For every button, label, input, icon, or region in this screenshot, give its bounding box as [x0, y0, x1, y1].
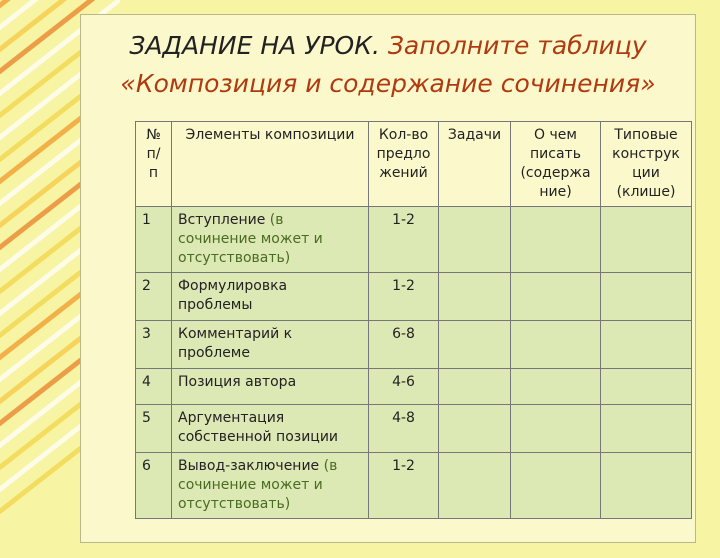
- row-number: [136, 405, 172, 453]
- row-count-text: 4-8: [392, 410, 415, 426]
- row-number-text: 5: [142, 410, 151, 426]
- row-tasks-cell[interactable]: [439, 369, 511, 405]
- row-number-text: 6: [142, 458, 151, 474]
- row-tasks-cell[interactable]: [439, 321, 511, 369]
- row-element-text: Вывод-заключение: [178, 458, 320, 474]
- row-count-text: 1-2: [392, 278, 415, 294]
- table-row: [136, 321, 692, 369]
- header-content: О чем писать (содержа ние): [511, 122, 601, 207]
- row-content-cell[interactable]: [511, 405, 601, 453]
- row-number: [136, 273, 172, 321]
- table-header-row: [136, 122, 692, 207]
- title-instruction: Заполните таблицу: [387, 31, 647, 60]
- row-tasks-cell[interactable]: [439, 453, 511, 519]
- row-number-text: 2: [142, 278, 151, 294]
- row-number-text: 1: [142, 212, 151, 228]
- row-element: [172, 405, 369, 453]
- row-element: [172, 453, 369, 519]
- row-cliches-cell[interactable]: [601, 321, 692, 369]
- composition-table: [135, 121, 692, 519]
- row-element-text: Вступление: [178, 212, 266, 228]
- row-element: [172, 273, 369, 321]
- table-row: [136, 453, 692, 519]
- row-element-text: Аргументация собственной позиции: [178, 410, 339, 445]
- title-topic: «Композиция и содержание сочинения»: [120, 69, 656, 98]
- row-element: [172, 207, 369, 273]
- row-count-text: 1-2: [392, 458, 415, 474]
- table-row: [136, 207, 692, 273]
- row-number: [136, 207, 172, 273]
- row-cliches-cell[interactable]: [601, 207, 692, 273]
- row-number: [136, 321, 172, 369]
- header-elements: Элементы композиции: [172, 122, 369, 207]
- table-row: [136, 273, 692, 321]
- slide-title: [81, 27, 695, 103]
- table-row: [136, 369, 692, 405]
- row-element-note: (в сочинение может и отсутствовать): [178, 458, 338, 512]
- row-count-text: 4-6: [392, 374, 415, 390]
- row-content-cell[interactable]: [511, 273, 601, 321]
- row-element: [172, 321, 369, 369]
- row-number-text: 3: [142, 326, 151, 342]
- row-count: [369, 273, 439, 321]
- row-count-text: 1-2: [392, 212, 415, 228]
- row-element-text: Формулировка проблемы: [178, 278, 288, 313]
- row-element-text: Позиция автора: [178, 374, 297, 390]
- row-count: [369, 369, 439, 405]
- row-number-text: 4: [142, 374, 151, 390]
- row-number: [136, 453, 172, 519]
- row-content-cell[interactable]: [511, 369, 601, 405]
- row-cliches-cell[interactable]: [601, 405, 692, 453]
- row-element-note: (в сочинение может и отсутствовать): [178, 212, 323, 266]
- row-content-cell[interactable]: [511, 453, 601, 519]
- row-tasks-cell[interactable]: [439, 273, 511, 321]
- row-cliches-cell[interactable]: [601, 273, 692, 321]
- row-content-cell[interactable]: [511, 207, 601, 273]
- row-count: [369, 207, 439, 273]
- row-cliches-cell[interactable]: [601, 369, 692, 405]
- header-tasks: Задачи: [439, 122, 511, 207]
- row-cliches-cell[interactable]: [601, 453, 692, 519]
- header-cliches: Типовые конструк ции (клише): [601, 122, 692, 207]
- title-label: ЗАДАНИЕ НА УРОК.: [129, 31, 388, 60]
- header-number: № п/п: [136, 122, 172, 207]
- row-count-text: 6-8: [392, 326, 415, 342]
- row-number: [136, 369, 172, 405]
- row-content-cell[interactable]: [511, 321, 601, 369]
- row-count: [369, 321, 439, 369]
- row-count: [369, 453, 439, 519]
- row-tasks-cell[interactable]: [439, 207, 511, 273]
- table-row: [136, 405, 692, 453]
- row-element-text: Комментарий к проблеме: [178, 326, 293, 361]
- slide: [80, 14, 696, 543]
- header-count: Кол-во предло жений: [369, 122, 439, 207]
- row-count: [369, 405, 439, 453]
- row-tasks-cell[interactable]: [439, 405, 511, 453]
- row-element: [172, 369, 369, 405]
